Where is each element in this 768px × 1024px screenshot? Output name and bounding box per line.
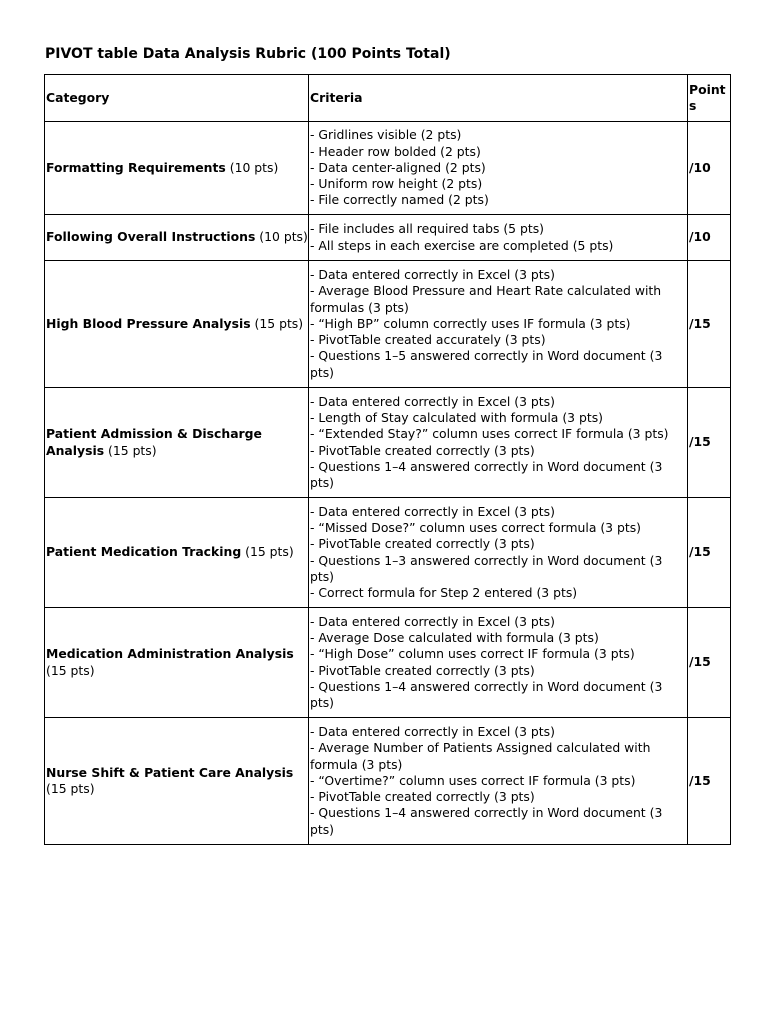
table-row [45, 718, 731, 845]
rubric-table [44, 74, 731, 845]
criteria-cell [309, 498, 688, 608]
criteria-item: - Uniform row height (2 pts) [310, 176, 483, 192]
category-points: (15 pts) [46, 781, 95, 796]
criteria-item: - Data entered correctly in Excel (3 pts) [310, 393, 555, 409]
criteria-item: - “High Dose” column uses correct IF formula (3 pts) [310, 646, 635, 662]
criteria-item: - PivotTable created correctly (3 pts) [310, 536, 535, 552]
criteria-item: - Average Number of Patients Assigned calculated with formula (3 pts) [310, 740, 651, 772]
points-cell: /10 [688, 122, 731, 215]
criteria-item: - Header row bolded (2 pts) [310, 143, 481, 159]
category-name: Patient Medication Tracking [46, 544, 242, 560]
category-name: Medication Administration Analysis [46, 646, 294, 662]
category-name: Nurse Shift & Patient Care Analysis [46, 764, 294, 780]
table-row [45, 608, 731, 718]
category-cell [45, 122, 309, 215]
criteria-item: - PivotTable created correctly (3 pts) [310, 662, 535, 678]
criteria-item: - Average Blood Pressure and Heart Rate calculated with formulas (3 pts) [310, 283, 662, 315]
table-row [45, 498, 731, 608]
category-name: Patient Admission & Discharge Analysis [46, 426, 262, 458]
criteria-item: - Questions 1–5 answered correctly in Word document (3 pts) [310, 348, 663, 380]
category-points: (10 pts) [255, 229, 308, 245]
points-cell: /15 [688, 608, 731, 718]
criteria-item: - Gridlines visible (2 pts) [310, 127, 462, 143]
points-cell: /15 [688, 388, 731, 498]
category-points: (15 pts) [241, 544, 294, 560]
criteria-cell [309, 608, 688, 718]
category-cell [45, 718, 309, 845]
criteria-item: - All steps in each exercise are completed (5 pts) [310, 237, 614, 253]
document-title: PIVOT table Data Analysis Rubric (100 Points Total) [45, 46, 451, 62]
header-criteria: Criteria [309, 75, 688, 122]
criteria-item: - PivotTable created correctly (3 pts) [310, 789, 535, 805]
criteria-item: - Questions 1–4 answered correctly in Word document (3 pts) [310, 805, 663, 837]
table-row [45, 215, 731, 261]
points-cell: /15 [688, 261, 731, 388]
criteria-item: - “Missed Dose?” column uses correct formula (3 pts) [310, 520, 642, 536]
category-points: (15 pts) [46, 662, 95, 678]
criteria-item: - Correct formula for Step 2 entered (3 pts) [310, 584, 578, 600]
criteria-cell [309, 215, 688, 261]
criteria-cell [309, 388, 688, 498]
criteria-item: - Questions 1–4 answered correctly in Word document (3 pts) [310, 458, 663, 490]
header-points: Points [688, 75, 731, 122]
criteria-item: - Data center-aligned (2 pts) [310, 159, 486, 175]
criteria-cell [309, 261, 688, 388]
category-points: (15 pts) [104, 442, 157, 458]
criteria-item: - Questions 1–3 answered correctly in Word document (3 pts) [310, 552, 663, 584]
criteria-item: - PivotTable created accurately (3 pts) [310, 332, 546, 348]
points-cell: /15 [688, 498, 731, 608]
category-cell [45, 215, 309, 261]
table-row [45, 261, 731, 388]
criteria-cell [309, 122, 688, 215]
category-name: High Blood Pressure Analysis [46, 315, 251, 331]
criteria-item: - File correctly named (2 pts) [310, 192, 489, 208]
criteria-cell [309, 718, 688, 845]
criteria-item: - Questions 1–4 answered correctly in Word document (3 pts) [310, 678, 663, 710]
points-cell: /15 [688, 718, 731, 845]
criteria-item: - Data entered correctly in Excel (3 pts) [310, 503, 555, 519]
criteria-item: - Data entered correctly in Excel (3 pts) [310, 267, 555, 283]
category-cell [45, 608, 309, 718]
header-row [45, 75, 731, 122]
criteria-item: - Average Dose calculated with formula (3 pts) [310, 630, 599, 646]
criteria-item: - Data entered correctly in Excel (3 pts) [310, 724, 555, 740]
category-points: (10 pts) [225, 159, 279, 175]
category-name: Following Overall Instructions [46, 229, 256, 245]
category-cell [45, 261, 309, 388]
criteria-item: - PivotTable created correctly (3 pts) [310, 442, 535, 458]
criteria-item: - File includes all required tabs (5 pts) [310, 221, 545, 237]
criteria-item: - “Overtime?” column uses correct IF formula (3 pts) [310, 772, 636, 788]
table-row [45, 122, 731, 215]
table-row [45, 388, 731, 498]
category-cell [45, 498, 309, 608]
criteria-item: - Data entered correctly in Excel (3 pts) [310, 613, 555, 629]
criteria-item: - Length of Stay calculated with formula (3 pts) [310, 410, 604, 426]
criteria-item: - “Extended Stay?” column uses correct IF formula (3 pts) [310, 426, 669, 442]
category-cell [45, 388, 309, 498]
category-points: (15 pts) [250, 315, 304, 331]
points-cell: /10 [688, 215, 731, 261]
category-name: Formatting Requirements [46, 159, 226, 175]
header-category: Category [45, 75, 309, 122]
criteria-item: - “High BP” column correctly uses IF formula (3 pts) [310, 315, 631, 331]
